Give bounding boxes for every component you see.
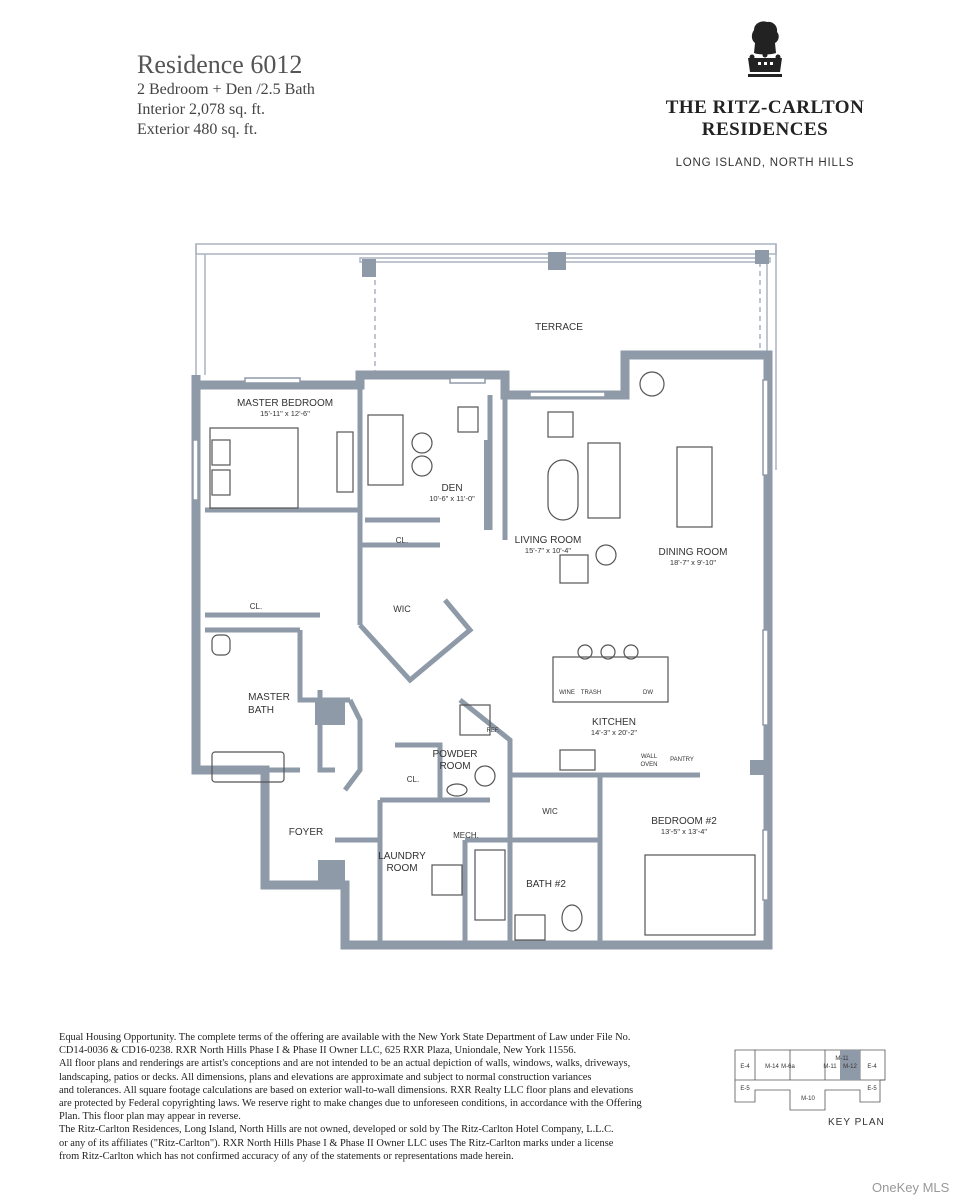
- residence-title: Residence 6012: [137, 50, 303, 79]
- key-plan-unit: E-4: [740, 1064, 750, 1070]
- disclaimer-line: The Ritz-Carlton Residences, Long Island, North Hills are not owned, developed or sold by The Ritz-Carlton Hotel Company, L.L.C.: [59, 1124, 614, 1136]
- kitchen-dimensions: 14'-3" x 20'-2": [590, 728, 638, 737]
- bedroom2-label: BEDROOM #2: [651, 816, 717, 827]
- master-bath-label-2: BATH: [248, 705, 274, 716]
- key-plan-unit: M-6a: [781, 1064, 795, 1070]
- furniture: [210, 372, 755, 940]
- pantry-label: PANTRY: [670, 757, 694, 763]
- lion-crown-logo-icon: [740, 20, 790, 80]
- key-plan-unit: M-12: [843, 1064, 857, 1070]
- refrigerator-label: REF.: [486, 728, 500, 734]
- key-plan-unit: M-11: [823, 1064, 837, 1070]
- wall-oven-label-2: OVEN: [640, 762, 658, 768]
- key-plan-unit: E-5: [740, 1086, 750, 1092]
- key-plan-unit: E-5: [867, 1086, 877, 1092]
- disclaimer-line: Equal Housing Opportunity. The complete terms of the offering are available with the New York State Department of Law under File No.: [59, 1032, 631, 1043]
- disclaimer-line: or any of its affiliates ("Ritz-Carlton"). RXR North Hills Phase I & Phase II Owner LLC uses The Ritz-Carlton marks under a license: [59, 1137, 614, 1149]
- floor-plan: [180, 230, 790, 960]
- interior-area: Interior 2,078 sq. ft.: [137, 101, 265, 118]
- exterior-area: Exterior 480 sq. ft.: [137, 121, 258, 138]
- terrace-label: TERRACE: [535, 322, 583, 333]
- key-plan-unit: M-14: [765, 1064, 779, 1070]
- foyer-label: FOYER: [288, 827, 324, 838]
- exterior-walls: [196, 355, 768, 945]
- bath2-label: BATH #2: [526, 879, 566, 890]
- bedroom2-dimensions: 13'-5" x 13'-4": [660, 827, 708, 836]
- disclaimer-line: and tolerances. All square footage calculations are based on exterior wall-to-wall dimensions. RXR Realty LLC floor plans and elevations: [59, 1084, 634, 1096]
- master-bedroom-label: MASTER BEDROOM: [236, 398, 334, 409]
- disclaimer-line: are protected by Federal copyrighting laws. We reserve right to make changes due to unforeseen conditions, in accordance with the Offering: [59, 1098, 642, 1110]
- laundry-room-label-2: ROOM: [386, 863, 418, 874]
- master-bedroom-dimensions: 15'-11" x 12'-6": [260, 409, 310, 418]
- mls-watermark: OneKey MLS: [872, 1180, 950, 1195]
- key-plan-label: KEY PLAN: [828, 1117, 885, 1128]
- brand-location: LONG ISLAND, NORTH HILLS: [675, 157, 855, 169]
- den-label: DEN: [441, 483, 463, 494]
- disclaimer-line: All floor plans and renderings are artist's conceptions and are not intended to be an actual depiction of walls, windows, walks, driveways,: [59, 1058, 631, 1070]
- bedroom-count: 2 Bedroom + Den /2.5 Bath: [137, 81, 315, 98]
- brand-name-line1: THE RITZ-CARLTON: [665, 97, 865, 118]
- brand-block: [630, 20, 900, 169]
- key-plan-unit: E-4: [867, 1064, 877, 1070]
- disclaimer-line: from Ritz-Carlton which has not confirmed accuracy of any of the statements or representations made herein.: [59, 1150, 514, 1162]
- den-closet-label: CL.: [395, 536, 409, 545]
- disclaimer-line: landscaping, patios or decks. All dimensions, plans and elevations are approximate and subject to normal construction variances: [59, 1071, 592, 1083]
- room-labels: [237, 322, 728, 890]
- mech-label: MECH.: [453, 831, 479, 840]
- key-plan-unit: M-11: [835, 1056, 849, 1062]
- den-dimensions: 10'-6" x 11'-0": [429, 494, 475, 503]
- master-wic-label: WIC: [393, 604, 411, 614]
- living-room-label: LIVING ROOM: [514, 535, 582, 546]
- powder-room-label-1: POWDER: [432, 749, 478, 760]
- wall-oven-label-1: WALL: [640, 754, 658, 760]
- kitchen-label: KITCHEN: [592, 717, 636, 728]
- residence-info: [137, 50, 315, 140]
- wine-label: WINE: [559, 690, 575, 696]
- dishwasher-label: DW: [643, 690, 653, 696]
- hall-closet-label: CL.: [406, 775, 420, 784]
- living-room-dimensions: 15'-7" x 10'-4": [524, 546, 572, 555]
- disclaimer-line: Plan. This floor plan may appear in reverse.: [59, 1111, 241, 1123]
- dining-room-label: DINING ROOM: [658, 547, 728, 558]
- master-closet-label: CL.: [249, 602, 263, 611]
- dining-room-dimensions: 18'-7" x 9'-10": [669, 558, 717, 567]
- interior-walls: [205, 385, 700, 945]
- key-plan-unit: M-10: [801, 1096, 815, 1102]
- powder-room-label-2: ROOM: [439, 761, 471, 772]
- trash-label: TRASH: [580, 690, 602, 696]
- disclaimer-line: CD14-0036 & CD16-0238. RXR North Hills Phase I & Phase II Owner LLC, 625 RXR Plaza, Uniondale, New York 11556.: [59, 1045, 577, 1057]
- laundry-room-label-1: LAUNDRY: [378, 851, 426, 862]
- legal-disclaimer: [59, 1031, 699, 1163]
- brand-name-line2: RESIDENCES: [701, 119, 829, 140]
- master-bath-label-1: MASTER: [248, 692, 290, 703]
- bedroom2-wic-label: WIC: [542, 807, 558, 816]
